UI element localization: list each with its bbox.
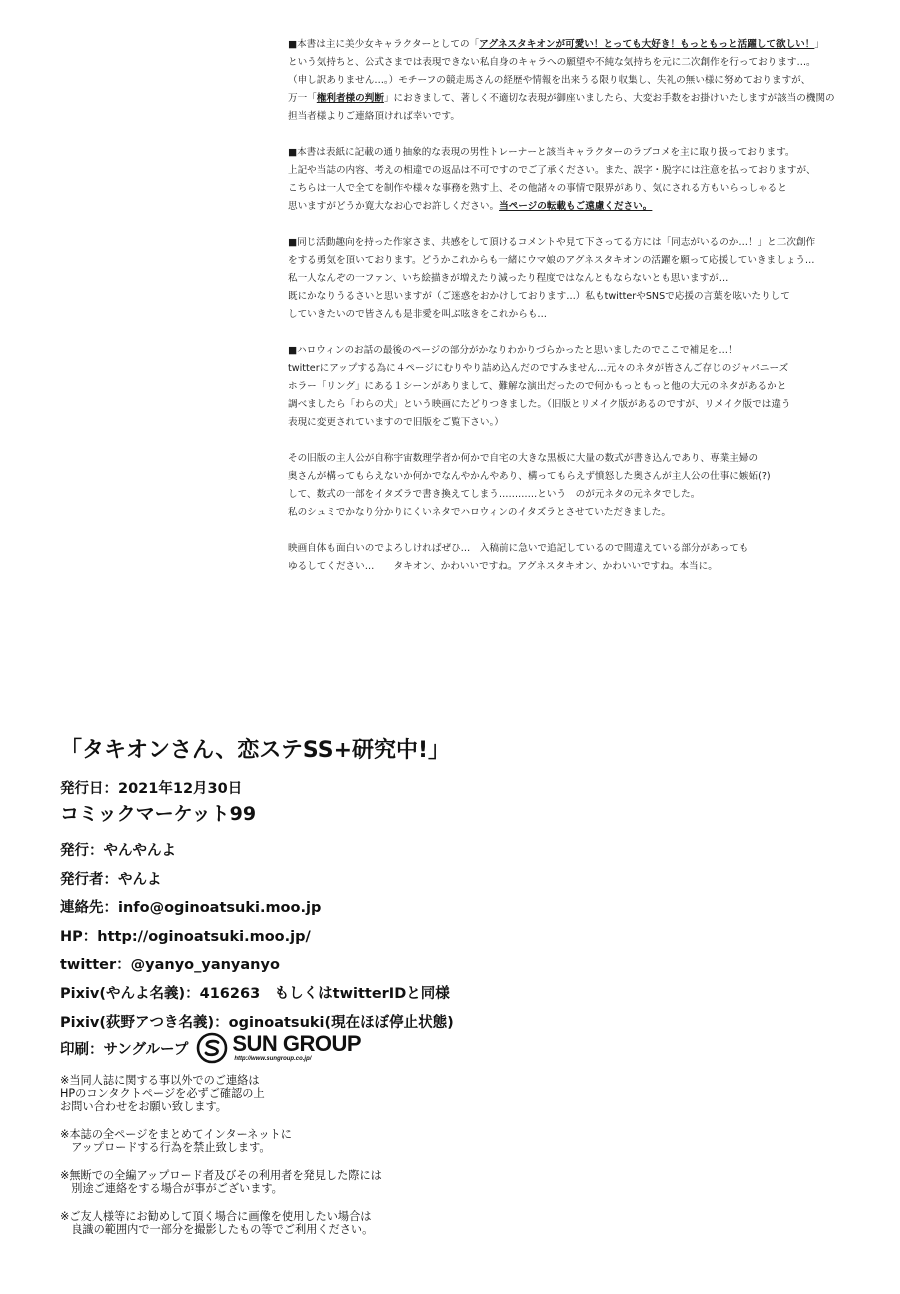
note-text: 表現に変更されていますので旧版をご覧下さい。） bbox=[288, 417, 504, 428]
twitter-row: twitter：@yanyo_yanyanyo bbox=[60, 957, 280, 974]
note-text: 映画自体も面白いのでよろしければぜひ… 入稿前に急いで追記しているので間違えている部分があっても bbox=[288, 543, 749, 554]
note-paragraph bbox=[288, 36, 873, 126]
note-paragraph bbox=[288, 540, 873, 576]
note-line bbox=[288, 180, 873, 198]
note-text: twitterにアップする為に４ページにむりやり詰め込んだのですみません…元々のネタが皆さんご存じのジャパニーズ bbox=[288, 363, 789, 374]
note-line bbox=[288, 378, 873, 396]
note-text: その旧版の主人公が自称宇宙数理学者か何かで自宅の大きな黒板に大量の数式が書き込んであり、専業主婦の bbox=[288, 453, 759, 464]
footnote-line: 良識の範囲内で一部分を撮影したもの等でご利用ください。 bbox=[60, 1223, 374, 1236]
pixiv-row: Pixiv(やんよ名義)：416263 もしくはtwitterIDと同様 bbox=[60, 985, 450, 1002]
note-line bbox=[288, 234, 873, 252]
footnote bbox=[60, 1074, 500, 1113]
note-text: 私一人なんぞの一ファン、いち絵描きが増えたり減ったり程度ではなんともならないとも思いますが… bbox=[288, 273, 729, 284]
note-text: 万一「 bbox=[288, 93, 317, 104]
note-text: ■ハロウィンのお話の最後のページの部分がかなりわかりづらかったと思いましたのでここで補足を…！ bbox=[288, 345, 738, 356]
note-line bbox=[288, 288, 873, 306]
note-line bbox=[288, 198, 873, 216]
note-text: ■同じ活動趣向を持った作家さま、共感をして頂けるコメントや見て下さってる方には「同志がいるのか…！」と二次創作 bbox=[288, 237, 816, 248]
note-text: していきたいので皆さんも是非愛を叫ぶ呟きをこれからも… bbox=[288, 309, 548, 320]
printer-row bbox=[60, 1032, 361, 1064]
footnote bbox=[60, 1169, 500, 1195]
note-paragraph bbox=[288, 342, 873, 432]
note-text: ホラー「リング」にある１シーンがありまして、難解な演出だったので何かもっともっと他の大元のネタがあるかと bbox=[288, 381, 787, 392]
note-line bbox=[288, 540, 873, 558]
author-notes bbox=[288, 36, 873, 594]
note-paragraph bbox=[288, 450, 873, 522]
note-line bbox=[288, 54, 873, 72]
pixiv-alt-row: Pixiv(荻野アつき名義)：oginoatsuki(現在ほぼ停止状態) bbox=[60, 1014, 454, 1031]
colophon bbox=[60, 735, 860, 1062]
footnote-line: ※ご友人様等にお勧めして頂く場合に画像を使用したい場合は bbox=[60, 1210, 372, 1223]
homepage-row: HP：http://oginoatsuki.moo.jp/ bbox=[60, 928, 311, 945]
note-text: 奥さんが構ってもらえないか何かでなんやかんやあり、構ってもらえず憤怒した奥さんが主人公の仕事に嫉妬(?) bbox=[288, 471, 771, 482]
note-line bbox=[288, 468, 873, 486]
note-line bbox=[288, 450, 873, 468]
note-text: 」 bbox=[814, 39, 824, 50]
note-text: ■本書は表紙に記載の通り抽象的な表現の男性トレーナーと該当キャラクターのラブコメを主に取り扱っております。 bbox=[288, 147, 795, 158]
contact-row: 連絡先：info@oginoatsuki.moo.jp bbox=[60, 900, 322, 917]
note-text: 思いますがどうか寛大なお心でお許しください。 bbox=[288, 201, 500, 212]
note-line bbox=[288, 396, 873, 414]
note-text: 担当者様よりご連絡頂ければ幸いです。 bbox=[288, 111, 460, 122]
footnote-line: 別途ご連絡をする場合が事がございます。 bbox=[60, 1182, 283, 1195]
note-text: という気持ちと、公式さまでは表現できない私自身のキャラへの願望や不純な気持ちを元に二次創作を行っております…。 bbox=[288, 57, 816, 68]
note-paragraph bbox=[288, 234, 873, 324]
footnote-line: アップロードする行為を禁止致します。 bbox=[60, 1141, 271, 1154]
footnote-line: ※本誌の全ページをまとめてインターネットに bbox=[60, 1128, 292, 1141]
note-line bbox=[288, 306, 873, 324]
note-line bbox=[288, 252, 873, 270]
sungroup-logo-icon bbox=[196, 1032, 228, 1064]
note-text: して、数式の一部をイタズラで書き換えてしまう…………という のが元ネタの元ネタでした。 bbox=[288, 489, 701, 500]
note-line bbox=[288, 486, 873, 504]
note-text: 既にかなりうるさいと思いますが（ご迷惑をおかけしております…）私もtwitterやSNSで応援の言葉を呟いたりして bbox=[288, 291, 790, 302]
note-text: ゆるしてください… タキオン、かわいいですね。アグネスタキオン、かわいいですね。本当に。 bbox=[288, 561, 718, 572]
note-text: 私のシュミでかなり分かりにくいネタでハロウィンのイタズラとさせていただきました。 bbox=[288, 507, 671, 518]
note-text: 上記や当誌の内容、考えの相違での返品は不可ですのでご了承ください。また、誤字・脱字には注意を払っておりますが、 bbox=[288, 165, 816, 176]
note-line bbox=[288, 36, 873, 54]
emphasized-text: アグネスタキオンが可愛い！とっても大好き！もっともっと活躍して欲しい！ bbox=[479, 39, 815, 50]
note-line bbox=[288, 162, 873, 180]
footnote bbox=[60, 1128, 500, 1154]
note-line bbox=[288, 504, 873, 522]
note-line bbox=[288, 270, 873, 288]
note-line bbox=[288, 414, 873, 432]
publisher-row: 発行：やんやんよ bbox=[60, 843, 176, 859]
emphasized-text: 当ページの転載もご遠慮ください。 bbox=[499, 201, 653, 212]
footnote-line: ※当同人誌に関する事以外でのご連絡は bbox=[60, 1074, 260, 1087]
note-text: をする勇気を頂いております。どうかこれからも一緒にウマ娘のアグネスタキオンの活躍を願って応援していきましょう… bbox=[288, 255, 815, 266]
note-line bbox=[288, 558, 873, 576]
note-text: ■本書は主に美少女キャラクターとしての「 bbox=[288, 39, 480, 50]
logo-name: SUN GROUP bbox=[232, 1031, 362, 1056]
printer-label: 印刷：サングループ bbox=[60, 1041, 189, 1058]
note-text: 」におきまして、著しく不適切な表現が御座いましたら、大変お手数をお掛けいたしますが該当の機関の bbox=[383, 93, 835, 104]
note-paragraph bbox=[288, 144, 873, 216]
footnote-line: ※無断での全編アップロード者及びその利用者を発見した際には bbox=[60, 1169, 382, 1182]
sungroup-logo bbox=[196, 1032, 361, 1064]
note-line bbox=[288, 144, 873, 162]
emphasized-text: 権利者様の判断 bbox=[316, 93, 384, 104]
note-line bbox=[288, 72, 873, 90]
note-line bbox=[288, 90, 873, 108]
author-row: 発行者：やんよ bbox=[60, 871, 162, 888]
book-title: 「タキオンさん、恋ステSS+研究中!」 bbox=[60, 738, 451, 763]
footnote bbox=[60, 1210, 500, 1236]
note-text: こちらは一人で全てを制作や様々な事務を熟す上、その他諸々の事情で限界があり、気にされる方もいらっしゃると bbox=[288, 183, 787, 194]
publish-date: 発行日：2021年12月30日 bbox=[60, 781, 243, 797]
footnotes bbox=[60, 1074, 500, 1251]
note-line bbox=[288, 108, 873, 126]
logo-url: http://www.sungroup.co.jp/ bbox=[234, 1056, 312, 1062]
note-text: 調べましたら「わらの犬」という映画にたどりつきました。（旧版とリメイク版があるのですが、リメイク版では違う bbox=[288, 399, 791, 410]
note-line bbox=[288, 342, 873, 360]
note-text: （申し訳ありません…。）モチーフの競走馬さんの経歴や情報を出来うる限り収集し、失礼の無い様に努めておりますが、 bbox=[288, 75, 811, 86]
event-name: コミックマーケット99 bbox=[60, 803, 257, 825]
note-line bbox=[288, 360, 873, 378]
footnote-line: お問い合わせをお願い致します。 bbox=[60, 1100, 227, 1113]
footnote-line: HPのコンタクトページを必ずご確認の上 bbox=[60, 1087, 265, 1100]
